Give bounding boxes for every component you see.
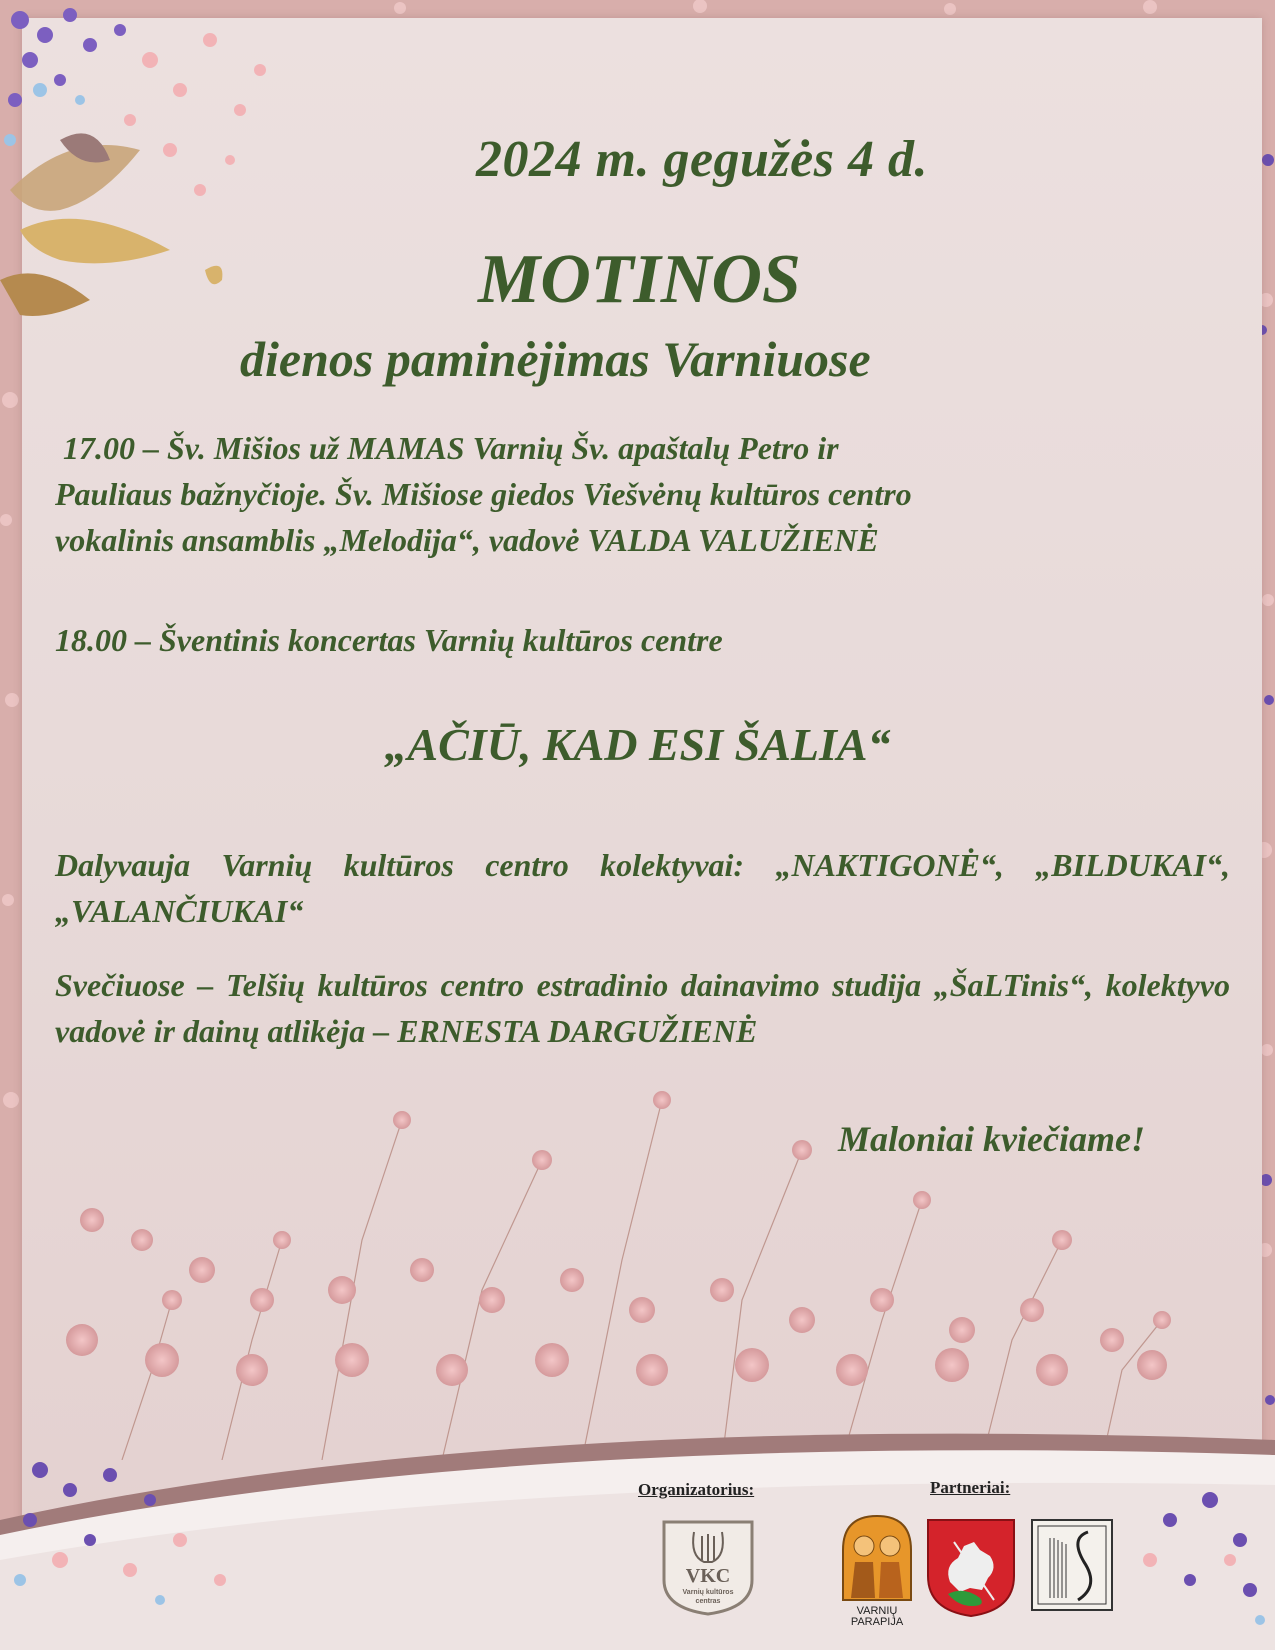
closing-invitation: Maloniai kviečiame!: [838, 1119, 1145, 1159]
vkc-logo-text: VKC: [685, 1565, 731, 1587]
event-title: MOTINOS: [478, 241, 801, 318]
mass-line-2: Pauliaus bažnyčioje. Šv. Mišiose giedos Viešvėnų kultūros centro: [55, 476, 912, 512]
varniu-parapija-logo: [837, 1510, 917, 1626]
flower-cluster-top-left: [0, 0, 330, 380]
vkc-logo-line2: centras: [695, 1598, 721, 1605]
event-date: 2024 m. gegužės 4 d.: [476, 131, 928, 188]
event-subtitle: dienos paminėjimas Varniuose: [240, 331, 871, 387]
flower-field-bottom: [22, 1040, 1262, 1460]
organizer-label: Organizatorius:: [638, 1480, 755, 1499]
vkc-logo: [660, 1516, 756, 1616]
partners-label: Partneriai:: [930, 1478, 1011, 1497]
mass-line-1: 17.00 – Šv. Mišios už MAMAS Varnių Šv. apaštalų Petro ir: [55, 430, 839, 466]
concert-title: „AČIŪ, KAD ESI ŠALIA“: [384, 719, 891, 770]
parish-logo-line2: PARAPIJA: [850, 1616, 904, 1626]
vkc-logo-line1: Varnių kultūros: [682, 1589, 734, 1596]
participants-paragraph: Dalyvauja Varnių kultūros centro kolektyvai: „NAKTIGONĖ“, „BILDUKAI“, „VALANČIUKAI“: [55, 847, 1230, 929]
viesvenai-culture-centre-logo: [1030, 1518, 1114, 1612]
varniai-coat-of-arms: [924, 1516, 1018, 1620]
mass-paragraph: [55, 425, 1230, 563]
parish-logo-line1: VARNIŲ: [856, 1605, 898, 1617]
concert-paragraph: 18.00 – Šventinis koncertas Varnių kultūros centre: [55, 622, 723, 658]
guests-paragraph: Svečiuose – Telšių kultūros centro estradinio dainavimo studija „ŠaLTinis“, kolektyvo vadovė ir dainų atlikėja – ERNESTA DARGUŽIENĖ: [55, 967, 1230, 1049]
mass-line-3: vokalinis ansamblis „Melodija“, vadovė VALDA VALUŽIENĖ: [55, 522, 879, 558]
